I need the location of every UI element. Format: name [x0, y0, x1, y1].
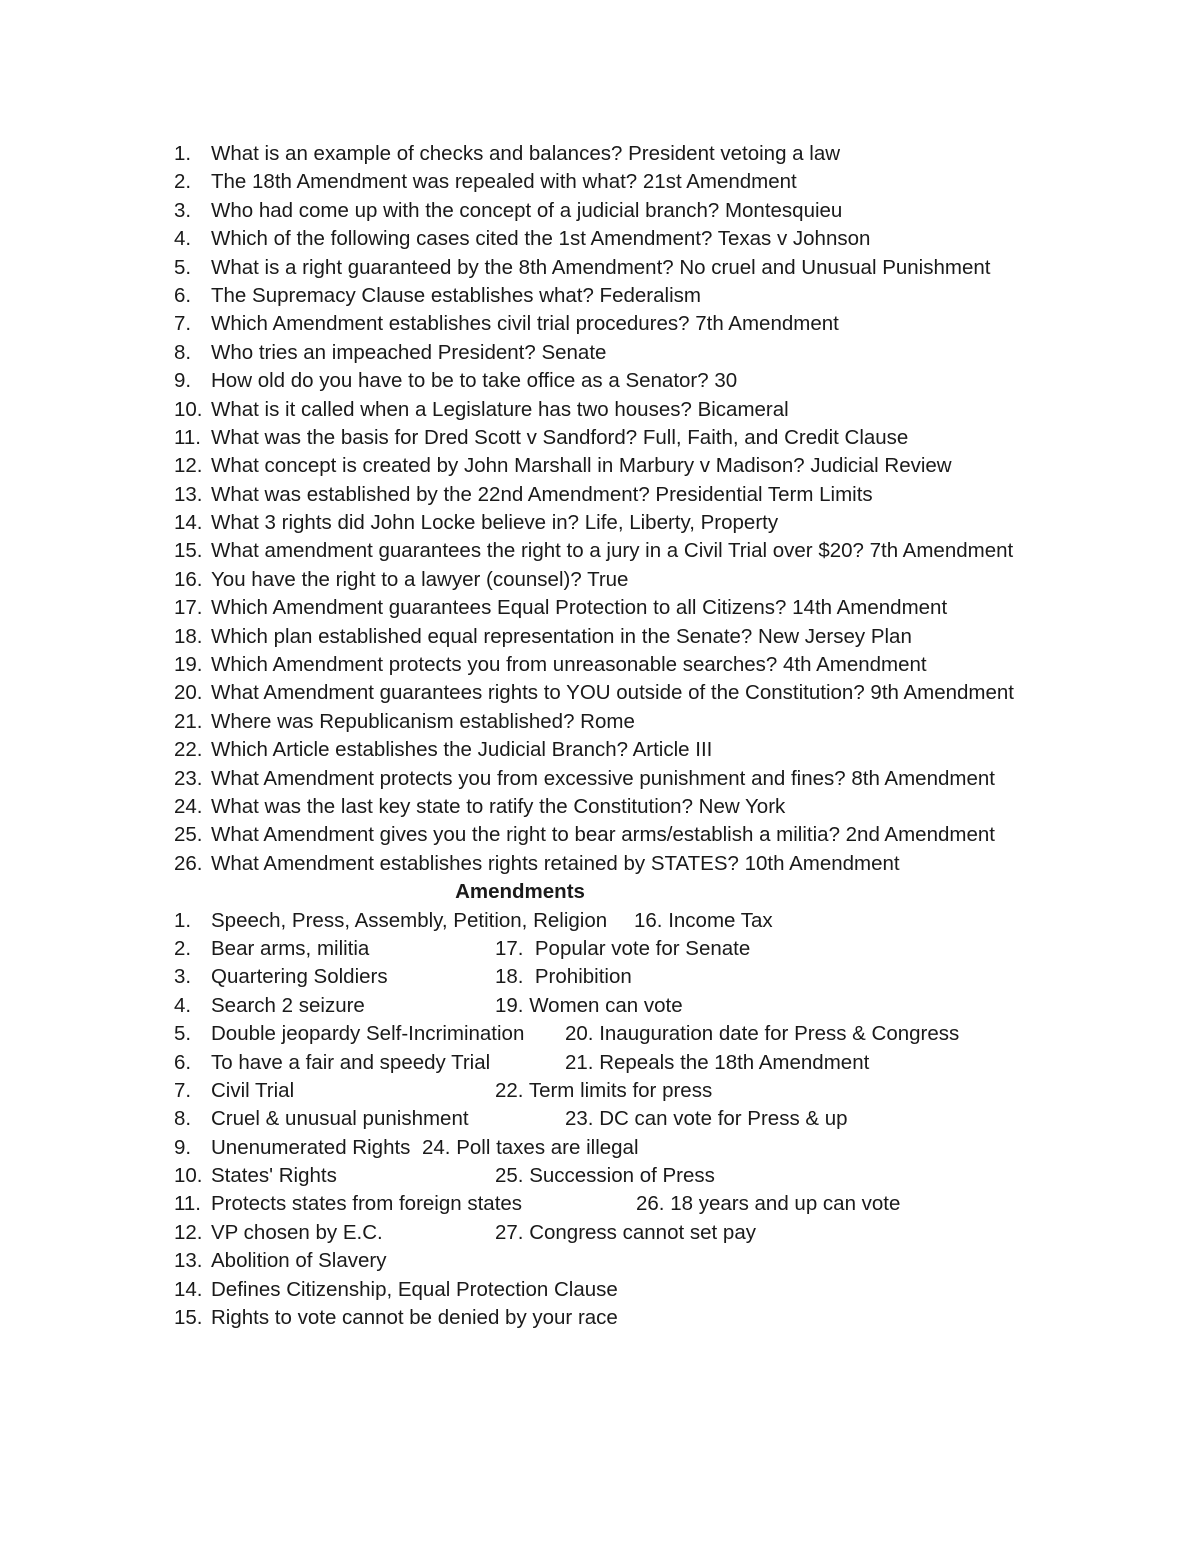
question-item: [174, 140, 1174, 168]
question-text: What Amendment establishes rights retained by STATES? 10th Amendment: [211, 851, 900, 875]
amendment-number: 9.: [174, 1135, 192, 1159]
question-number: 20.: [174, 681, 203, 705]
question-text: What is an example of checks and balances? President vetoing a law: [211, 142, 841, 165]
question-number: 25.: [174, 823, 203, 847]
amendment-row: [174, 1276, 1174, 1304]
amendment-number: 7.: [174, 1078, 192, 1102]
question-item: [174, 651, 1174, 679]
question-number: 15.: [174, 539, 203, 563]
question-text: Which plan established equal representation in the Senate? New Jersey Plan: [211, 624, 912, 648]
question-item: [174, 736, 1174, 764]
amendment-left-text: Speech, Press, Assembly, Petition, Religion: [211, 908, 608, 932]
question-number: 26.: [174, 851, 203, 875]
amendment-row: [174, 935, 1174, 963]
question-number: 22.: [174, 738, 203, 762]
amendment-left-text: Bear arms, militia: [211, 936, 370, 960]
question-item: [174, 821, 1174, 849]
amendment-left-text: Unenumerated Rights: [211, 1135, 411, 1159]
question-number: 4.: [174, 227, 192, 251]
question-number: 3.: [174, 198, 192, 222]
question-text: Where was Republicanism established? Rome: [211, 709, 635, 733]
question-item: [174, 594, 1174, 622]
question-item: [174, 367, 1174, 395]
question-item: [174, 481, 1174, 509]
question-item: [174, 424, 1174, 452]
questions-list: [174, 140, 1174, 1332]
question-item: [174, 254, 1174, 282]
question-item: [174, 623, 1174, 651]
amendment-row: [174, 1162, 1174, 1190]
amendment-left-text: Protects states from foreign states: [211, 1192, 523, 1216]
question-text: What Amendment protects you from excessive punishment and fines? 8th Amendment: [211, 766, 995, 790]
amendment-number: 6.: [174, 1050, 192, 1074]
question-item: [174, 396, 1174, 424]
question-number: 24.: [174, 794, 203, 818]
question-text: What concept is created by John Marshall in Marbury v Madison? Judicial Review: [211, 454, 952, 478]
question-item: [174, 168, 1174, 196]
amendment-row: [174, 1190, 1174, 1218]
amendment-right-text: 26. 18 years and up can vote: [636, 1192, 901, 1216]
amendment-row: [174, 1020, 1174, 1048]
amendment-row: [174, 1077, 1174, 1105]
amendment-number: 15.: [174, 1306, 203, 1330]
amendments-heading: [0, 878, 1000, 906]
question-number: 5.: [174, 255, 192, 279]
question-text: What is it called when a Legislature has two houses? Bicameral: [211, 397, 789, 421]
amendment-left-text: Search 2 seizure: [211, 993, 365, 1017]
amendment-number: 10.: [174, 1164, 203, 1188]
amendment-number: 4.: [174, 993, 192, 1017]
amendment-row: [174, 1247, 1174, 1275]
amendment-right-text: 24. Poll taxes are illegal: [422, 1135, 639, 1159]
amendment-left-text: Civil Trial: [211, 1078, 295, 1102]
question-text: What is a right guaranteed by the 8th Amendment? No cruel and Unusual Punishment: [211, 255, 991, 279]
question-number: 8.: [174, 340, 192, 364]
amendment-right-text: 23. DC can vote for Press & up: [565, 1107, 848, 1131]
question-text: Who had come up with the concept of a judicial branch? Montesquieu: [211, 198, 843, 222]
amendment-left-text: Defines Citizenship, Equal Protection Clause: [211, 1277, 618, 1301]
question-text: What 3 rights did John Locke believe in? Life, Liberty, Property: [211, 511, 779, 535]
question-number: 11.: [174, 425, 201, 449]
question-text: What was established by the 22nd Amendment? Presidential Term Limits: [211, 482, 873, 506]
question-text: Which Amendment protects you from unreasonable searches? 4th Amendment: [211, 653, 927, 677]
question-item: [174, 793, 1174, 821]
amendment-row: [174, 1105, 1174, 1133]
question-text: What amendment guarantees the right to a jury in a Civil Trial over $20? 7th Amendment: [211, 539, 1014, 563]
question-item: [174, 339, 1174, 367]
question-number: 10.: [174, 397, 203, 421]
amendment-right-text: 18. Prohibition: [495, 965, 632, 989]
question-number: 6.: [174, 283, 192, 307]
amendment-number: 8.: [174, 1107, 192, 1131]
question-item: [174, 197, 1174, 225]
question-text: Which Article establishes the Judicial Branch? Article III: [211, 738, 713, 762]
question-number: 12.: [174, 454, 203, 478]
amendment-row: [174, 1304, 1174, 1332]
amendment-right-text: 20. Inauguration date for Press & Congress: [565, 1022, 960, 1046]
amendment-number: 13.: [174, 1249, 203, 1273]
question-text: The Supremacy Clause establishes what? Federalism: [211, 283, 701, 307]
amendment-left-text: Abolition of Slavery: [211, 1249, 387, 1273]
question-item: [174, 225, 1174, 253]
question-text: What Amendment guarantees rights to YOU outside of the Constitution? 9th Amendment: [211, 681, 1015, 705]
question-item: [174, 282, 1174, 310]
amendment-left-text: Quartering Soldiers: [211, 965, 388, 989]
amendment-right-text: 21. Repeals the 18th Amendment: [565, 1050, 870, 1074]
amendment-left-text: VP chosen by E.C.: [211, 1220, 383, 1244]
question-number: 17.: [174, 596, 203, 620]
amendment-row: [174, 1134, 1174, 1162]
question-item: [174, 452, 1174, 480]
question-text: What was the last key state to ratify the Constitution? New York: [211, 794, 786, 818]
amendment-number: 11.: [174, 1192, 201, 1216]
amendment-left-text: To have a fair and speedy Trial: [211, 1050, 491, 1074]
question-number: 1.: [174, 142, 192, 165]
question-number: 19.: [174, 653, 203, 677]
question-number: 9.: [174, 369, 192, 393]
question-number: 21.: [174, 709, 203, 733]
amendment-left-text: States' Rights: [211, 1164, 337, 1188]
amendment-right-text: 25. Succession of Press: [495, 1164, 715, 1188]
amendment-number: 1.: [174, 908, 192, 932]
question-item: [174, 310, 1174, 338]
amendment-row: [174, 1219, 1174, 1247]
question-item: [174, 679, 1174, 707]
amendment-row: [174, 963, 1174, 991]
amendment-row: [174, 907, 1174, 935]
question-item: [174, 765, 1174, 793]
amendment-left-text: Rights to vote cannot be denied by your race: [211, 1306, 618, 1330]
question-text: Which Amendment guarantees Equal Protection to all Citizens? 14th Amendment: [211, 596, 948, 620]
question-text: You have the right to a lawyer (counsel)? True: [211, 567, 629, 591]
amendments-heading-text: Amendments: [455, 880, 585, 904]
question-item: [174, 509, 1174, 537]
amendment-row: [174, 992, 1174, 1020]
question-item: [174, 566, 1174, 594]
amendment-right-text: 22. Term limits for press: [495, 1078, 713, 1102]
question-item: [174, 708, 1174, 736]
amendment-number: 2.: [174, 936, 192, 960]
question-item: [174, 537, 1174, 565]
amendment-number: 5.: [174, 1022, 192, 1046]
amendment-left-text: Cruel & unusual punishment: [211, 1107, 469, 1131]
question-text: What was the basis for Dred Scott v Sandford? Full, Faith, and Credit Clause: [211, 425, 909, 449]
question-number: 16.: [174, 567, 203, 591]
question-text: Which Amendment establishes civil trial procedures? 7th Amendment: [211, 312, 839, 336]
question-number: 13.: [174, 482, 203, 506]
question-text: The 18th Amendment was repealed with what? 21st Amendment: [211, 170, 797, 194]
amendment-number: 12.: [174, 1220, 203, 1244]
amendment-row: [174, 1049, 1174, 1077]
question-number: 23.: [174, 766, 203, 790]
amendment-right-text: 17. Popular vote for Senate: [495, 936, 751, 960]
question-text: Who tries an impeached President? Senate: [211, 340, 607, 364]
question-text: Which of the following cases cited the 1st Amendment? Texas v Johnson: [211, 227, 871, 251]
amendment-left-text: Double jeopardy Self-Incrimination: [211, 1022, 525, 1046]
question-text: How old do you have to be to take office as a Senator? 30: [211, 369, 738, 393]
question-number: 2.: [174, 170, 192, 194]
amendment-right-text: 16. Income Tax: [634, 908, 773, 932]
amendment-number: 3.: [174, 965, 192, 989]
amendment-number: 14.: [174, 1277, 203, 1301]
question-number: 14.: [174, 511, 203, 535]
question-item: [174, 850, 1174, 878]
amendment-right-text: 19. Women can vote: [495, 993, 683, 1017]
question-number: 18.: [174, 624, 203, 648]
question-number: 7.: [174, 312, 192, 336]
amendment-right-text: 27. Congress cannot set pay: [495, 1220, 756, 1244]
question-text: What Amendment gives you the right to bear arms/establish a militia? 2nd Amendment: [211, 823, 995, 847]
